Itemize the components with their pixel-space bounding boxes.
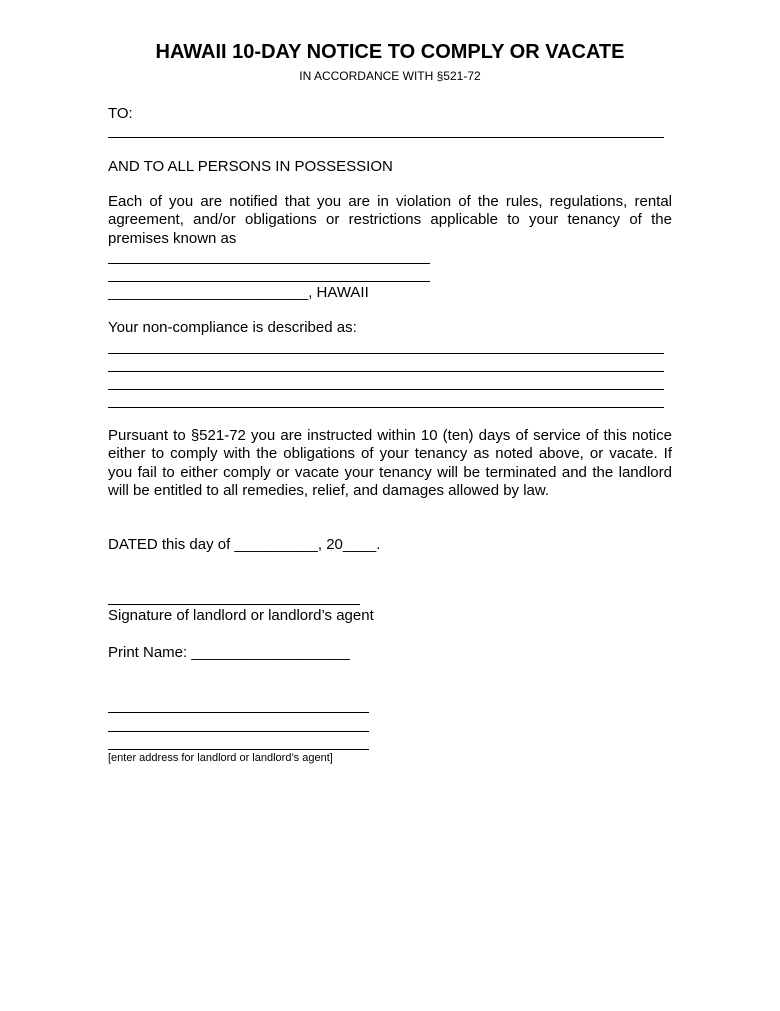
signature-label: Signature of landlord or landlord’s agent: [108, 607, 374, 624]
noncompliance-blank-line-2: [108, 371, 664, 372]
address-blank-line-3: [108, 749, 369, 750]
print-name-line: Print Name: ___________________: [108, 644, 350, 661]
address-blank-line-2: [108, 731, 369, 732]
noncompliance-blank-line-3: [108, 389, 664, 390]
signature-blank-line: [108, 604, 360, 605]
premises-blank-line-1: [108, 263, 430, 264]
document-title: HAWAII 10-DAY NOTICE TO COMPLY OR VACATE: [155, 41, 625, 63]
to-blank-line: [108, 137, 664, 138]
address-blank-line-1: [108, 712, 369, 713]
violation-notice-paragraph: Each of you are notified that you are in violation of the rules, regulations, rental agreement, and/or obligations or restrictions applicable to your tenancy of the premises known as: [108, 193, 672, 247]
persons-in-possession-label: AND TO ALL PERSONS IN POSSESSION: [108, 158, 393, 175]
premises-city-state-line: ________________________, HAWAII: [108, 284, 369, 301]
address-hint: [enter address for landlord or landlord’s agent]: [108, 752, 333, 764]
noncompliance-blank-line-1: [108, 353, 664, 354]
noncompliance-label: Your non-compliance is described as:: [108, 319, 357, 336]
instruction-paragraph: Pursuant to §521-72 you are instructed within 10 (ten) days of service of this notice either to comply with the obligations of your tenancy as noted above, or vacate. If you fail to either comply or vacate your tenancy will be terminated and the landlord will be entitled to all remedies, relief, and damages allowed by law.: [108, 427, 672, 499]
document-subtitle: IN ACCORDANCE WITH §521-72: [299, 69, 481, 83]
noncompliance-blank-line-4: [108, 407, 664, 408]
premises-blank-line-2: [108, 281, 430, 282]
to-label: TO:: [108, 105, 133, 122]
dated-line: DATED this day of __________, 20____.: [108, 536, 381, 553]
